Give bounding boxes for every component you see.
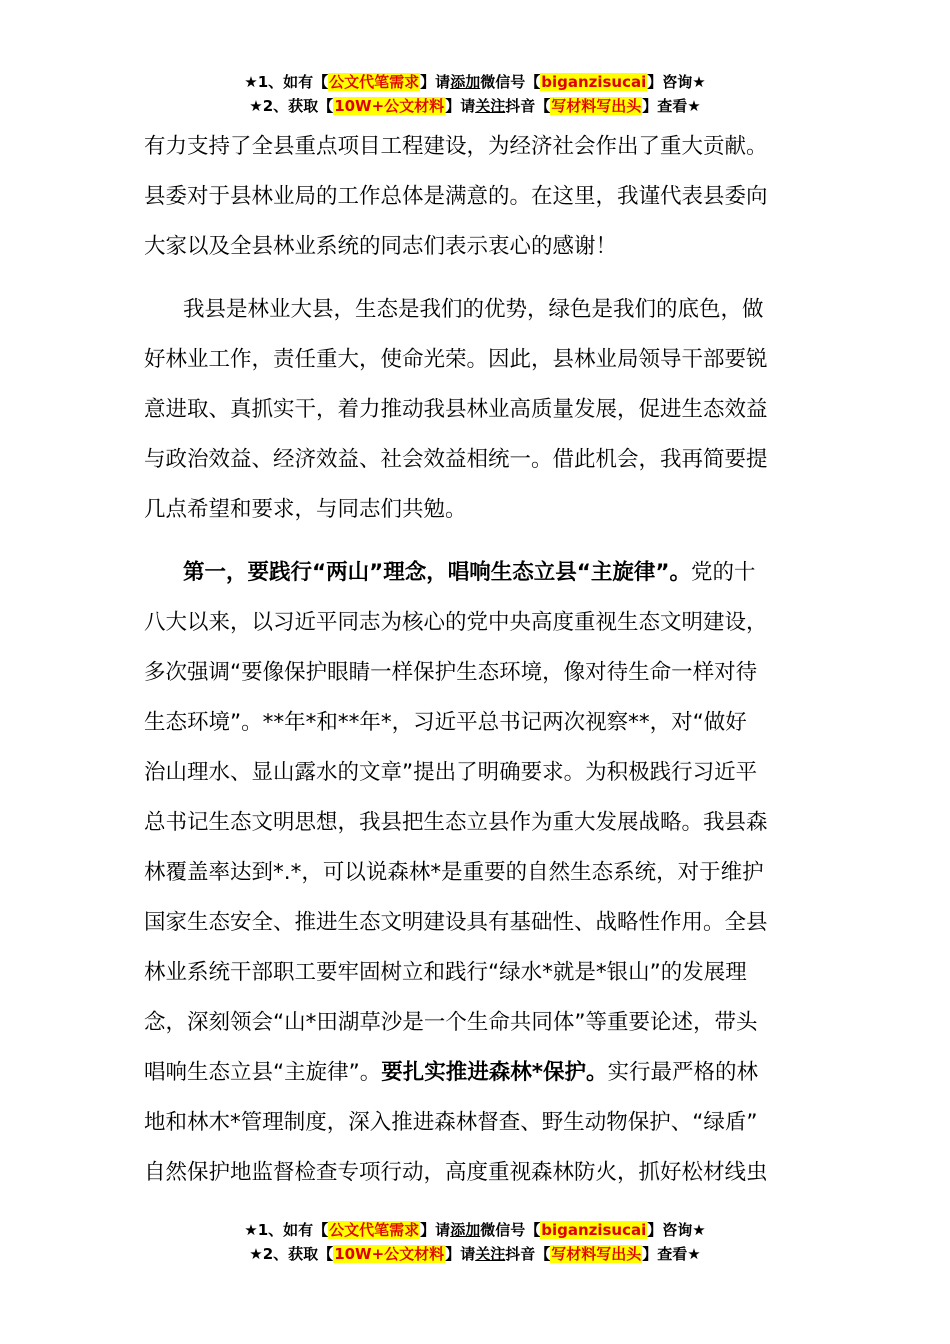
subsection-heading: 要扎实推进森林*保护。 — [381, 1060, 608, 1085]
text-line: 总书记生态文明思想，我县把生态立县作为重大发展战略。我县森 — [144, 810, 768, 835]
promo-banner-bottom — [0, 1218, 950, 1266]
text-line: 地和林木*管理制度，深入推进森林督查、野生动物保护、“绿盾” — [144, 1110, 758, 1135]
text-line: 我县是林业大县，生态是我们的优势，绿色是我们的底色，做 — [183, 297, 764, 322]
text-line: 八大以来，以习近平同志为核心的党中央高度重视生态文明建设， — [144, 610, 768, 635]
text-line: 唱响生态立县“主旋律”。要扎实推进森林*保护。实行最严格的林 — [144, 1060, 759, 1085]
highlight-materials: 10W+公文材料 — [334, 97, 445, 115]
text-line: 县委对于县林业局的工作总体是满意的。在这里，我谨代表县委向 — [144, 184, 768, 209]
text-line: 与政治效益、经济效益、社会效益相统一。借此机会，我再简要提 — [144, 447, 768, 472]
highlight-douyin: 写材料写出头 — [551, 1245, 642, 1263]
text-line: 林业系统干部职工要牢固树立和践行“绿水*就是*银山”的发展理 — [144, 960, 747, 985]
paragraph-1 — [144, 122, 810, 272]
text-line: 生态环境”。**年*和**年*，习近平总书记两次视察**，对“做好 — [144, 710, 747, 735]
text-line: 治山理水、显山露水的文章”提出了明确要求。为积极践行习近平 — [144, 760, 758, 785]
paragraph-2 — [144, 285, 810, 535]
highlight-wechat-id: biganzisucai — [541, 1221, 647, 1239]
section-heading: 第一，要践行“两山”理念，唱响生态立县“主旋律”。 — [183, 560, 692, 585]
promo-line-1: ★1、如有【公文代笔需求】请添加微信号【biganzisucai】咨询★ — [244, 1221, 706, 1239]
highlight-douyin: 写材料写出头 — [551, 97, 642, 115]
highlight-service: 公文代笔需求 — [329, 1221, 420, 1239]
promo-line-1: ★1、如有【公文代笔需求】请添加微信号【biganzisucai】咨询★ — [244, 73, 706, 91]
text-line: 几点希望和要求，与同志们共勉。 — [144, 497, 467, 522]
text-line: 多次强调“要像保护眼睛一样保护生态环境，像对待生命一样对待 — [144, 660, 758, 685]
text-line: 大家以及全县林业系统的同志们表示衷心的感谢！ — [144, 234, 618, 259]
text-line: 有力支持了全县重点项目工程建设，为经济社会作出了重大贡献。 — [144, 134, 768, 159]
paragraph-3 — [144, 548, 810, 1198]
text-line: 林覆盖率达到*.*，可以说森林*是重要的自然生态系统，对于维护 — [144, 860, 764, 885]
text-line: 好林业工作，责任重大，使命光荣。因此，县林业局领导干部要锐 — [144, 347, 768, 372]
promo-line-2: ★2、获取【10W+公文材料】请关注抖音【写材料写出头】查看★ — [249, 97, 701, 115]
promo-line-2: ★2、获取【10W+公文材料】请关注抖音【写材料写出头】查看★ — [249, 1245, 701, 1263]
text-line: 念，深刻领会“山*田湖草沙是一个生命共同体”等重要论述，带头 — [144, 1010, 758, 1035]
document-body — [144, 122, 810, 1198]
text-line: 国家生态安全、推进生态文明建设具有基础性、战略性作用。全县 — [144, 910, 768, 935]
highlight-wechat-id: biganzisucai — [541, 73, 647, 91]
text-line: 自然保护地监督检查专项行动，高度重视森林防火，抓好松材线虫 — [144, 1160, 768, 1185]
text-line: 意进取、真抓实干，着力推动我县林业高质量发展，促进生态效益 — [144, 397, 768, 422]
text-line: 第一，要践行“两山”理念，唱响生态立县“主旋律”。党的十 — [183, 560, 756, 585]
promo-banner-top — [0, 70, 950, 118]
highlight-service: 公文代笔需求 — [329, 73, 420, 91]
highlight-materials: 10W+公文材料 — [334, 1245, 445, 1263]
